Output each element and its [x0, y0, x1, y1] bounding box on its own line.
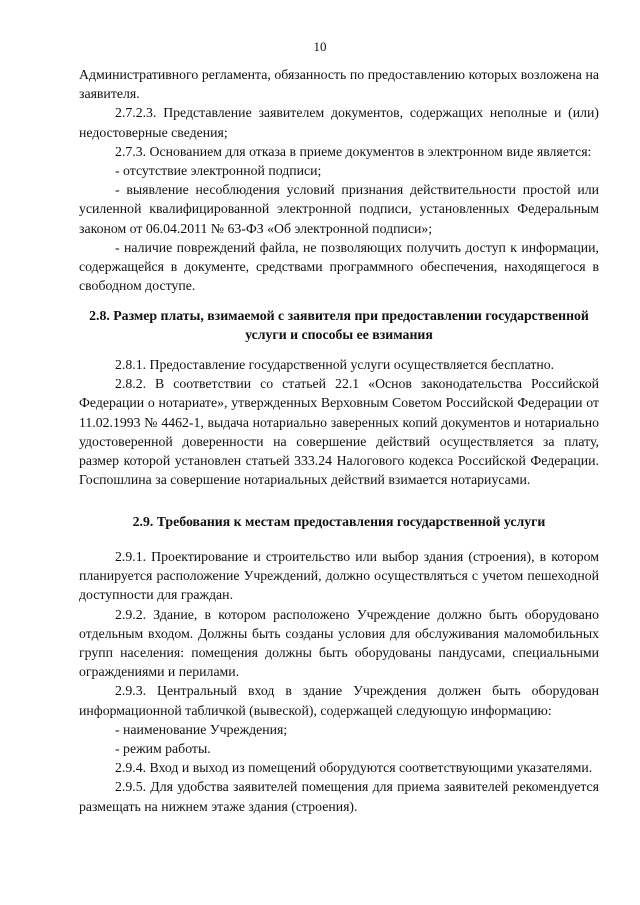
- paragraph: 2.9.3. Центральный вход в здание Учреждения должен быть оборудован информационной табличкой (вывеской), содержащей следующую информацию:: [79, 683, 599, 718]
- page-number: 10: [313, 39, 327, 54]
- paragraph: - выявление несоблюдения условий признания действительности простой или усиленной квалифицированной электронной подписи, установленных Федеральным законом от 06.04.2011 № 63-ФЗ «Об электронной подписи»;: [79, 182, 599, 236]
- paragraph: 2.8.2. В соответствии со статьей 22.1 «Основ законодательства Российской Федерации о нотариате», утвержденных Верховным Советом Российской Федерации от 11.02.1993 № 4462-1, выдача нотариально заверенных копий документов и нотариально удостоверенной доверенности на совершение действий осуществляется за плату, размер которой установлен статьей 333.24 Налогового кодекса Российской Федерации. Госпошлина за совершение нотариальных действий взимается нотариусами.: [79, 376, 599, 488]
- paragraph: 2.9.1. Проектирование и строительство или выбор здания (строения), в котором планируется расположение Учреждений, должно осуществляться с учетом пешеходной доступности для граждан.: [79, 549, 599, 603]
- paragraph: - режим работы.: [115, 741, 211, 757]
- paragraph: 2.8.1. Предоставление государственной услуги осуществляется бесплатно.: [115, 357, 555, 372]
- paragraph: - отсутствие электронной подписи;: [115, 163, 322, 179]
- heading-2-8: 2.8. Размер платы, взимаемой с заявителя при предоставлении государственной услуги и способы ее взимания: [89, 308, 589, 342]
- text-block-2-7: [79, 65, 599, 295]
- paragraph: - наименование Учреждения;: [115, 721, 288, 737]
- paragraph: 2.9.5. Для удобства заявителей помещения для приема заявителей рекомендуется размещать на нижнем этаже здания (строения).: [79, 779, 599, 814]
- paragraph: 2.7.3. Основанием для отказа в приеме документов в электронном виде является:: [115, 143, 592, 159]
- text-block-2-8: [79, 355, 599, 489]
- paragraph: 2.9.4. Вход и выход из помещений оборудуются соответствующими указателями.: [115, 760, 593, 776]
- paragraph: 2.7.2.3. Представление заявителем документов, содержащих неполные и (или) недостоверные сведения;: [79, 105, 599, 140]
- heading-2-9: 2.9. Требования к местам предоставления государственной услуги: [132, 514, 546, 529]
- paragraph: - наличие повреждений файла, не позволяющих получить доступ к информации, содержащейся в документе, средствами программного обеспечения, находящегося в свободном доступе.: [79, 239, 599, 294]
- text-block-2-9: [79, 547, 599, 816]
- paragraph: Административного регламента, обязанность по предоставлению которых возложена на заявителя.: [79, 67, 599, 102]
- paragraph: 2.9.2. Здание, в котором расположено Учреждение должно быть оборудовано отдельным входом. Должны быть созданы условия для обслуживания маломобильных групп населения: помещения должны быть оборудованы пандусами, специальными ограждениями и перилами.: [79, 606, 599, 680]
